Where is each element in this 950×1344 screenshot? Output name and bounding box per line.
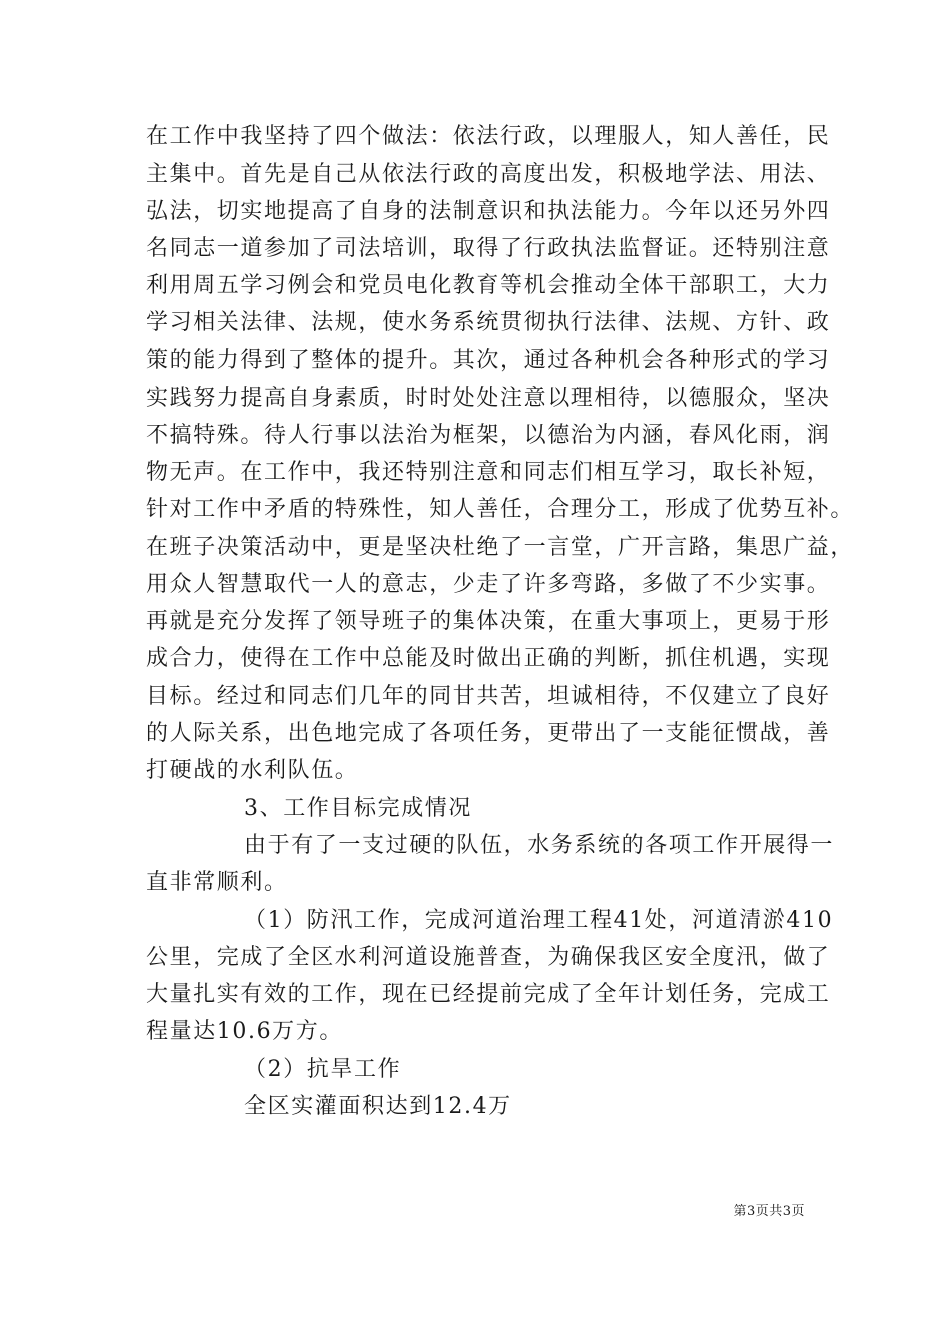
body-line: 由于有了一支过硬的队伍，水务系统的各项工作开展得一 (244, 833, 835, 858)
body-line: 物无声。在工作中，我还特别注意和同志们相互学习，取长补短， (146, 460, 831, 485)
body-line: 在工作中我坚持了四个做法：依法行政，以理服人，知人善任，民 (146, 124, 831, 149)
body-line: 弘法，切实地提高了自身的法制意识和执法能力。今年以还另外四 (146, 199, 831, 224)
body-line: 不搞特殊。待人行事以法治为框架，以德治为内涵，春风化雨，润 (146, 423, 831, 448)
body-line: 利用周五学习例会和党员电化教育等机会推动全体干部职工，大力 (146, 273, 831, 298)
body-line: 实践努力提高自身素质，时时处处注意以理相待，以德服众，坚决 (146, 386, 831, 411)
body-line: 直非常顺利。 (146, 870, 288, 895)
body-line: 的人际关系，出色地完成了各项任务，更带出了一支能征惯战，善 (146, 721, 831, 746)
body-line: 策的能力得到了整体的提升。其次，通过各种机会各种形式的学习 (146, 348, 831, 373)
body-line: 成合力，使得在工作中总能及时做出正确的判断，抓住机遇，实现 (146, 646, 831, 671)
body-line: 打硬战的水利队伍。 (146, 758, 359, 783)
section-heading: 3、工作目标完成情况 (244, 796, 472, 821)
body-line: 公里，完成了全区水利河道设施普查，为确保我区安全度汛，做了 (146, 945, 831, 970)
page-footer: 第3页共3页 (733, 1204, 805, 1219)
body-line: （1）防汛工作，完成河道治理工程41处，河道清淤410 (244, 908, 834, 933)
body-line: 再就是充分发挥了领导班子的集体决策，在重大事项上，更易于形 (146, 609, 831, 634)
body-line: 主集中。首先是自己从依法行政的高度出发，积极地学法、用法、 (146, 162, 831, 187)
body-line: 目标。经过和同志们几年的同甘共苦，坦诚相待，不仅建立了良好 (146, 684, 831, 709)
body-line: 针对工作中矛盾的特殊性，知人善任，合理分工，形成了优势互补。 (146, 497, 855, 522)
body-line: 全区实灌面积达到12.4万 (244, 1094, 512, 1119)
body-line: 名同志一道参加了司法培训，取得了行政执法监督证。还特别注意 (146, 236, 831, 261)
body-line: 用众人智慧取代一人的意志，少走了许多弯路，多做了不少实事。 (146, 572, 831, 597)
body-line: 程量达10.6万方。 (146, 1019, 343, 1044)
body-line: 大量扎实有效的工作，现在已经提前完成了全年计划任务，完成工 (146, 982, 831, 1007)
body-line: 学习相关法律、法规，使水务系统贯彻执行法律、法规、方针、政 (146, 310, 831, 335)
body-line: 在班子决策活动中，更是坚决杜绝了一言堂，广开言路，集思广益， (146, 535, 855, 560)
subsection-heading: （2）抗旱工作 (244, 1057, 402, 1082)
